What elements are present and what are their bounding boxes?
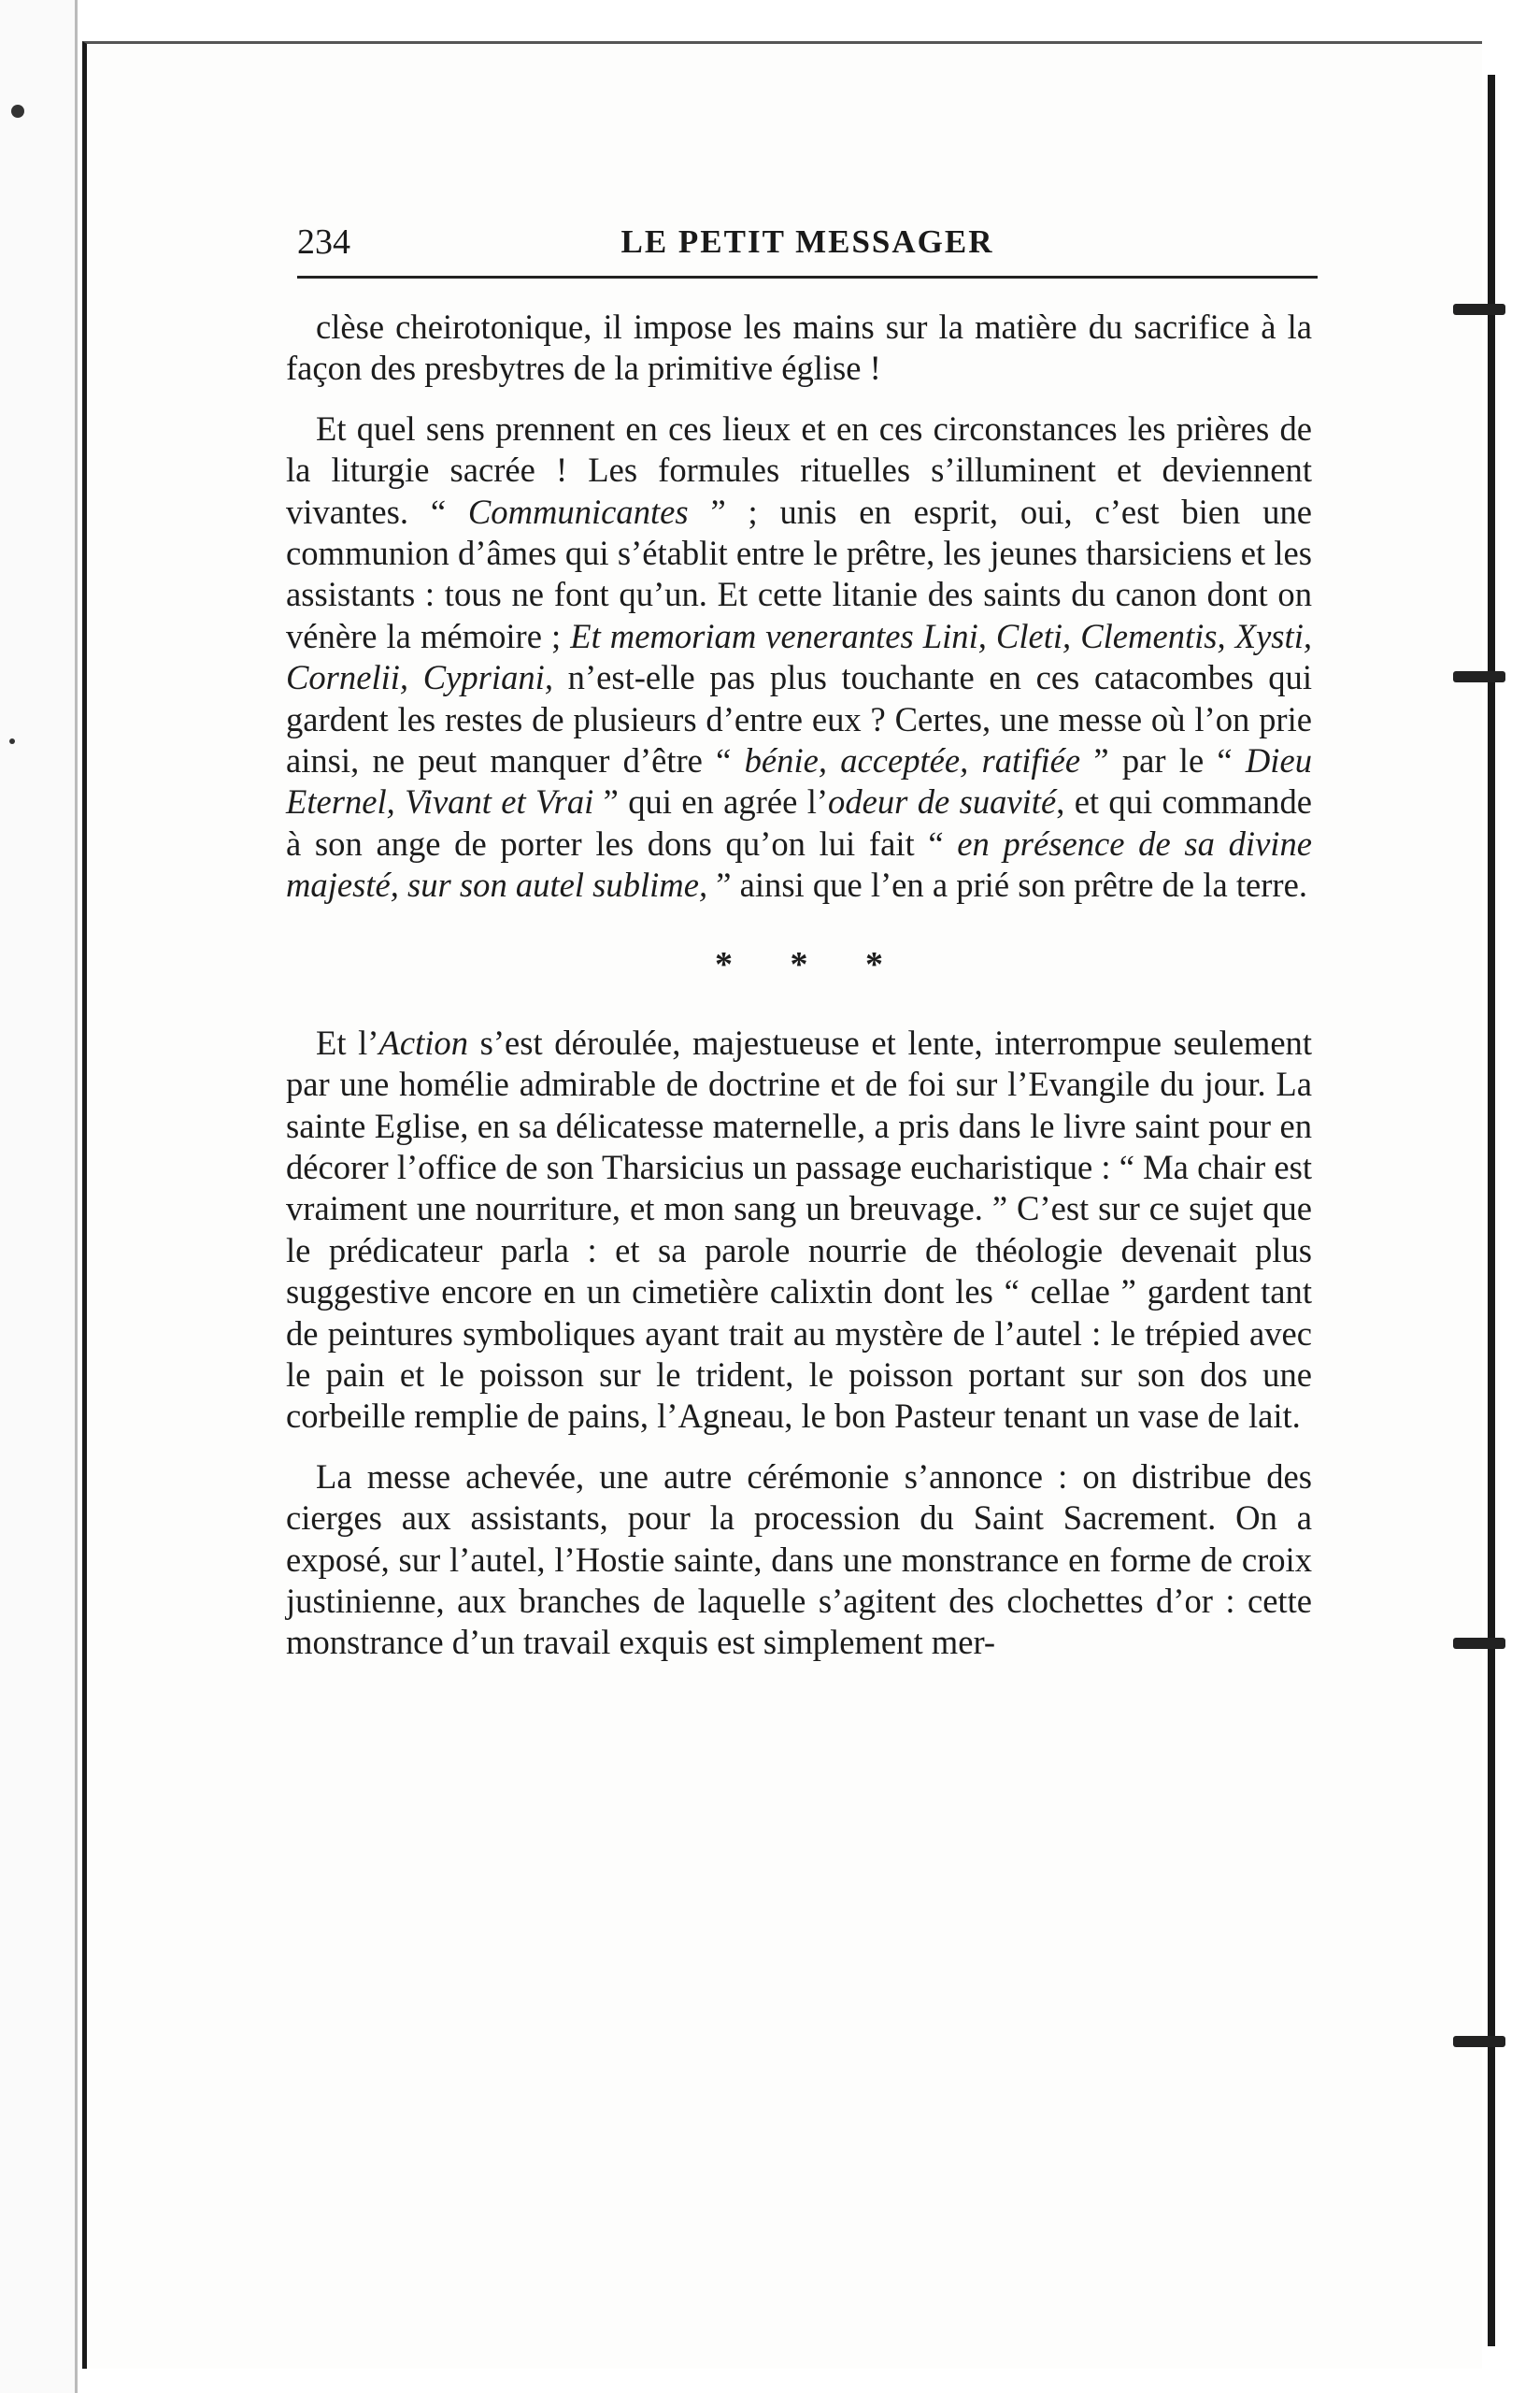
text-run: ” ; unis en esprit, oui, c’est bien une communion d’âmes qui s’établit entre le prêtre, les jeunes tharsiciens et les assistants : tous ne font qu’un. Et cette litanie des saints du canon dont on vénère la mémoire ; bbox=[286, 492, 1312, 655]
body-text bbox=[286, 307, 1312, 1664]
paragraph-2 bbox=[286, 408, 1312, 907]
text-run: n’est-elle pas plus touchante en ces catacombes qui gardent les restes de plusieurs d’entre eux ? Certes, une messe où l’on prie ainsi, ne peut manquer d’être “ bbox=[286, 658, 1312, 781]
text-run: ” ainsi que l’en a prié son prêtre de la terre. bbox=[707, 866, 1307, 905]
scan-speck bbox=[9, 738, 15, 744]
binding-stitch bbox=[1453, 2036, 1505, 2047]
scan-margin-left bbox=[0, 0, 78, 2393]
page-number: 234 bbox=[297, 222, 350, 262]
italic-run: Et memoriam venerantes Lini, Cleti, Clementis, Xysti, Cornelii, Cypriani, bbox=[286, 616, 1313, 697]
scan-speck bbox=[11, 105, 24, 118]
italic-run: odeur de suavité bbox=[828, 782, 1057, 822]
binding-stitch bbox=[1453, 1638, 1505, 1649]
paragraph-1: clèse cheirotonique, il impose les mains sur la matière du sacrifice à la façon des presbytres de la primitive église ! bbox=[286, 308, 1312, 388]
italic-run: bénie, acceptée, ratifiée bbox=[744, 741, 1081, 781]
text-run: s’est déroulée, majestueuse et lente, interrompue seulement par une homélie admirable de doctrine et de foi sur l’Evangile du jour. La sainte Eglise, en sa délicatesse maternelle, a pris dans le livre saint pour en décorer l’office de son Tharsicius un passage eucharistique : “ Ma chair est vraiment une nourriture, et mon sang un breuvage. ” C’est sur ce sujet que le prédicateur parla : et sa parole nourrie de théologie devenait plus suggestive encore en un cimetière calixtin dont les “ cellae ” gardent tant de peintures symboliques ayant trait au mystère de l’autel : le trépied avec le pain et le poisson sur le trident, le poisson portant sur son dos une corbeille remplie de pains, l’Agneau, le bon Pasteur tenant un vase de lait. bbox=[286, 1023, 1313, 1436]
text-run: Et l’ bbox=[316, 1023, 379, 1062]
text-run: , et qui commande à son ange de porter les dons qu’on lui fait “ bbox=[286, 782, 1312, 863]
italic-run: Communicantes bbox=[467, 492, 689, 531]
italic-run: en présence de sa divine majesté, sur son autel sublime, bbox=[286, 824, 1312, 905]
page-header bbox=[297, 220, 1318, 279]
paragraph-4: La messe achevée, une autre cérémonie s’annonce : on distribue des cierges aux assistants, pour la procession du Saint Sacrement. On a exposé, sur l’autel, l’Hostie sainte, dans une monstrance en forme de croix justinienne, aux branches de laquelle s’agitent des clochettes d’or : cette monstrance d’un travail exquis est simplement mer- bbox=[286, 1456, 1312, 1662]
text-run: ” qui en agrée l’ bbox=[593, 782, 829, 822]
text-run: ” par le “ bbox=[1080, 741, 1246, 781]
paragraph-gap bbox=[286, 390, 1312, 408]
running-head: LE PETIT MESSAGER bbox=[620, 223, 994, 260]
page-binding-edge bbox=[1488, 75, 1495, 2346]
italic-run: Dieu Eternel, Vivant et Vrai bbox=[286, 741, 1312, 822]
binding-stitch bbox=[1453, 671, 1505, 682]
paragraph-3 bbox=[286, 1023, 1312, 1438]
binding-stitch bbox=[1453, 304, 1505, 315]
paragraph-gap bbox=[286, 1438, 1312, 1456]
text-run: Et quel sens prennent en ces lieux et en ces circonstances les prières de la liturgie sacrée ! Les formules rituelles s’illuminent et deviennent vivantes. “ bbox=[286, 408, 1312, 531]
section-separator: * * * bbox=[715, 944, 907, 984]
italic-run: Action bbox=[378, 1023, 468, 1062]
